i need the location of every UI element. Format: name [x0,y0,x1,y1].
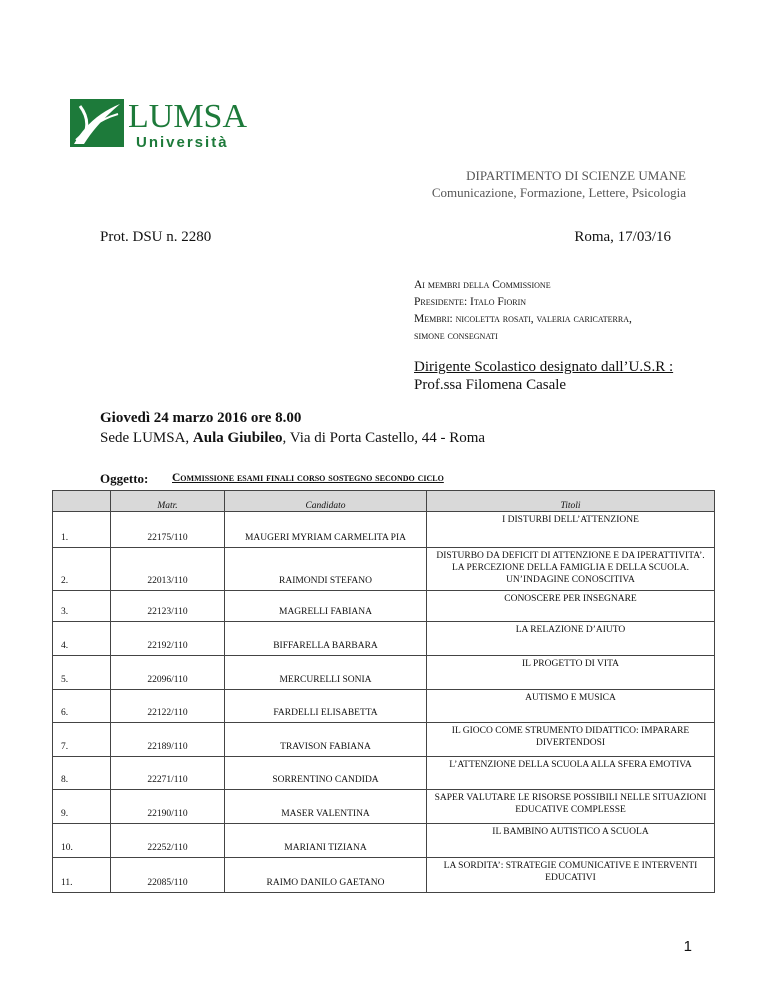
row-number: 7. [53,723,111,757]
header-matr: Matr. [111,491,225,512]
members-line: Membri: nicoletta rosati, valeria caricaterra, [414,313,632,325]
row-title: IL BAMBINO AUTISTICO A SCUOLA [427,824,715,858]
row-candidate: SORRENTINO CANDIDA [225,757,427,790]
header-candidato: Candidato [225,491,427,512]
row-number: 2. [53,548,111,591]
row-candidate: RAIMO DANILO GAETANO [225,858,427,893]
row-number: 10. [53,824,111,858]
table-row [53,690,715,723]
recipients-line: Ai membri della Commissione [414,279,551,291]
table-header-row [53,491,715,512]
row-candidate: TRAVISON FABIANA [225,723,427,757]
row-title: I DISTURBI DELL’ATTENZIONE [427,512,715,548]
row-title: LA RELAZIONE D’AIUTO [427,622,715,656]
row-matr: 22252/110 [111,824,225,858]
members-line-cont: simone consegnati [414,330,498,342]
row-candidate: BIFFARELLA BARBARA [225,622,427,656]
row-number: 9. [53,790,111,824]
row-number: 1. [53,512,111,548]
table-row [53,656,715,690]
row-matr: 22122/110 [111,690,225,723]
table-row [53,790,715,824]
row-matr: 22096/110 [111,656,225,690]
logo-subtitle: Università [136,134,229,151]
row-number: 5. [53,656,111,690]
meeting-location [100,428,485,448]
row-candidate: MERCURELLI SONIA [225,656,427,690]
department-subtitle: Comunicazione, Formazione, Lettere, Psicologia [431,185,686,200]
header-titoli: Titoli [427,491,715,512]
oggetto-text: Commissione esami finali corso sostegno secondo ciclo [172,472,444,484]
row-title: IL PROGETTO DI VITA [427,656,715,690]
row-candidate: MAGRELLI FABIANA [225,591,427,622]
row-candidate: FARDELLI ELISABETTA [225,690,427,723]
table-row [53,591,715,622]
row-matr: 22190/110 [111,790,225,824]
row-number: 3. [53,591,111,622]
row-matr: 22189/110 [111,723,225,757]
protocol-number: Prot. DSU n. 2280 [100,229,212,245]
sede-prefix: Sede LUMSA, [100,430,193,446]
table-row [53,622,715,656]
row-candidate: MARIANI TIZIANA [225,824,427,858]
row-candidate: RAIMONDI STEFANO [225,548,427,591]
row-matr: 22271/110 [111,757,225,790]
row-matr: 22123/110 [111,591,225,622]
row-title: DISTURBO DA DEFICIT DI ATTENZIONE E DA IPERATTIVITA’. LA PERCEZIONE DELLA FAMIGLIA E DELLA SCUOLA. UN’INDAGINE CONOSCITIVA [427,548,715,591]
header-number [53,491,111,512]
row-number: 4. [53,622,111,656]
oggetto-label: Oggetto: [100,471,149,486]
candidates-table [52,490,715,893]
recipients-block [414,277,704,345]
row-matr: 22175/110 [111,512,225,548]
row-title: CONOSCERE PER INSEGNARE [427,591,715,622]
table-row [53,723,715,757]
table-row [53,512,715,548]
table-row [53,548,715,591]
dirigente-block [414,358,673,394]
table-row [53,858,715,893]
row-title: LA SORDITA’: STRATEGIE COMUNICATIVE E INTERVENTI EDUCATIVI [427,858,715,893]
table-row [53,824,715,858]
meeting-datetime: Giovedì 24 marzo 2016 ore 8.00 [100,410,302,426]
row-title: SAPER VALUTARE LE RISORSE POSSIBILI NELLE SITUAZIONI EDUCATIVE COMPLESSE [427,790,715,824]
row-title: AUTISMO E MUSICA [427,690,715,723]
meeting-info [100,408,485,448]
dirigente-title: Dirigente Scolastico designato dall’U.S.R : [414,359,674,375]
row-title: L’ATTENZIONE DELLA SCUOLA ALLA SFERA EMOTIVA [427,757,715,790]
row-candidate: MASER VALENTINA [225,790,427,824]
row-candidate: MAUGERI MYRIAM CARMELITA PIA [225,512,427,548]
row-matr: 22192/110 [111,622,225,656]
logo-wordmark: LUMSA [128,98,248,135]
dirigente-name: Prof.ssa Filomena Casale [414,377,567,393]
row-number: 8. [53,757,111,790]
row-matr: 22013/110 [111,548,225,591]
lumsa-logo [70,96,250,156]
aula-name: Aula Giubileo [192,430,283,446]
row-title: IL GIOCO COME STRUMENTO DIDATTICO: IMPARARE DIVERTENDOSI [427,723,715,757]
department-name: DIPARTIMENTO DI SCIENZE UMANE [466,168,686,183]
table-row [53,757,715,790]
president-line: Presidente: Italo Fiorin [414,296,527,308]
address: , Via di Porta Castello, 44 - Roma [282,430,486,446]
row-matr: 22085/110 [111,858,225,893]
document-date: Roma, 17/03/16 [574,229,671,245]
row-number: 11. [53,858,111,893]
row-number: 6. [53,690,111,723]
page-number: 1 [683,938,692,955]
